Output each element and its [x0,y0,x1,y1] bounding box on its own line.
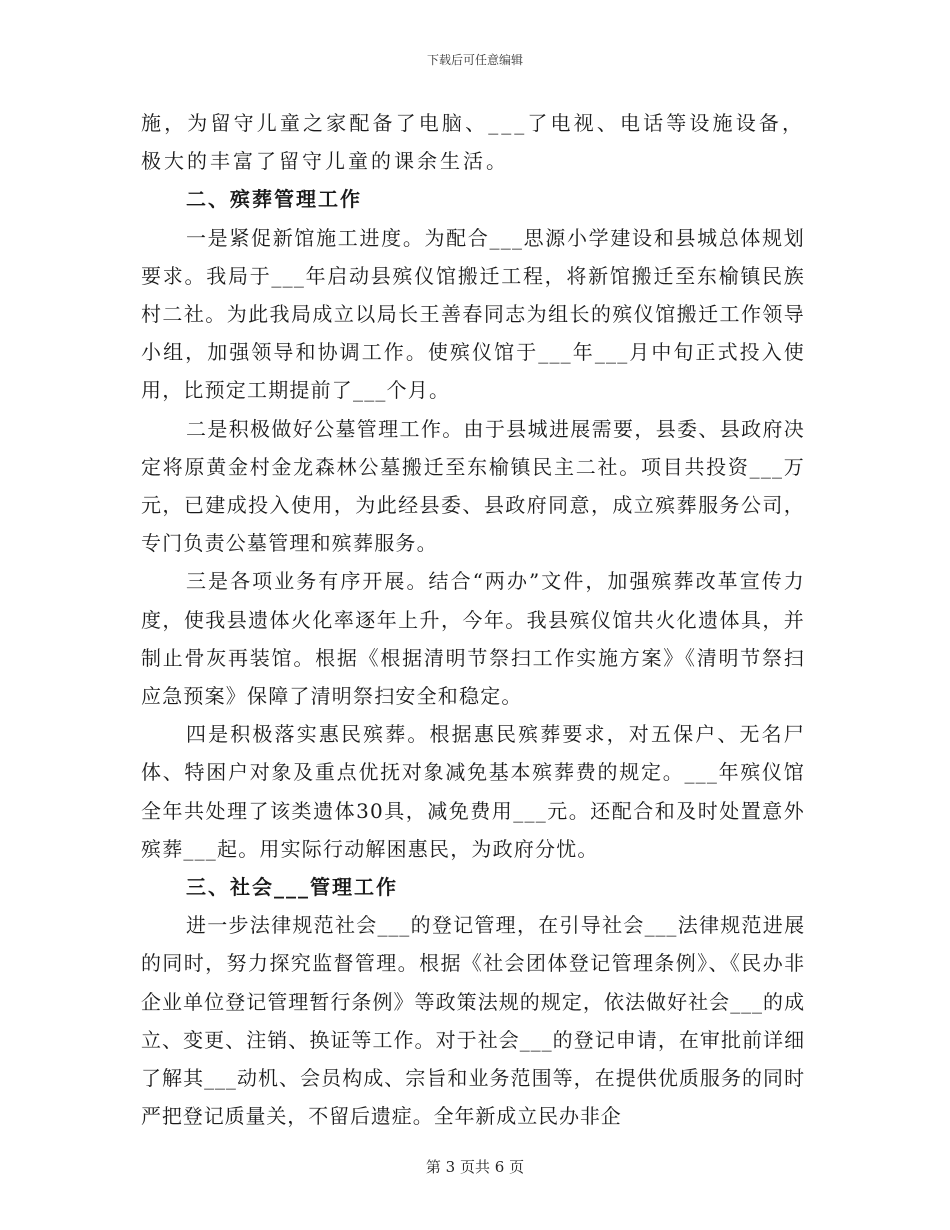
section-heading-social-organization: 三、社会___管理工作 [186,875,398,900]
document-body [141,104,805,1135]
paragraph-cemetery-management: 二是积极做好公墓管理工作。由于县城进展需要，县委、县政府决定将原黄金村金龙森林公墓搬迁至东榆镇民主二社。项目共投资___万元，已建成投入使用，为此经县委、县政府同意，成立殡葬服务公司，专门负责公墓管理和殡葬服务。 [141,416,805,556]
paragraph-continuation: 施，为留守儿童之家配备了电脑、___了电视、电话等设施设备，极大的丰富了留守儿童的课余生活。 [141,111,805,174]
page-number: 第 3 页共 6 页 [425,1158,525,1176]
paragraph-new-funeral-home: 一是紧促新馆施工进度。为配合___思源小学建设和县城总体规划要求。我局于___年启动县殡仪馆搬迁工程，将新馆搬迁至东榆镇民族村二社。为此我局成立以局长王善春同志为组长的殡仪馆搬迁工作领导小组，加强领导和协调工作。使殡仪馆于___年___月中旬正式投入使用，比预定工期提前了___个月。 [141,225,805,403]
page-header: 下载后可任意编辑 [426,53,523,67]
paragraph-welfare-funeral: 四是积极落实惠民殡葬。根据惠民殡葬要求，对五保户、无名尸体、特困户对象及重点优抚对象减免基本殡葬费的规定。___年殡仪馆全年共处理了该类遗体30具，减免费用___元。还配合和及时处置意外殡葬___起。用实际行动解困惠民，为政府分忧。 [141,722,805,861]
section-heading-funeral-management: 二、殡葬管理工作 [186,187,362,212]
paragraph-registration-management: 进一步法律规范社会___的登记管理，在引导社会___法律规范进展的同时，努力探究监督管理。根据《社会团体登记管理条例》、《民办非企业单位登记管理暂行条例》等政策法规的规定，依法做好社会___的成立、变更、注销、换证等工作。对于社会___的登记申请，在审批前详细了解其___动机、会员构成、宗旨和业务范围等，在提供优质服务的同时严把登记质量关，不留后遗症。全年新成立民办非企 [141,913,805,1129]
paragraph-business-operations: 三是各项业务有序开展。结合“两办”文件，加强殡葬改革宣传力度，使我县遗体火化率逐年上升，今年。我县殡仪馆共火化遗体具，并制止骨灰再装馆。根据《根据清明节祭扫工作实施方案》《清明节祭扫应急预案》保障了清明祭扫安全和稳定。 [141,569,805,709]
